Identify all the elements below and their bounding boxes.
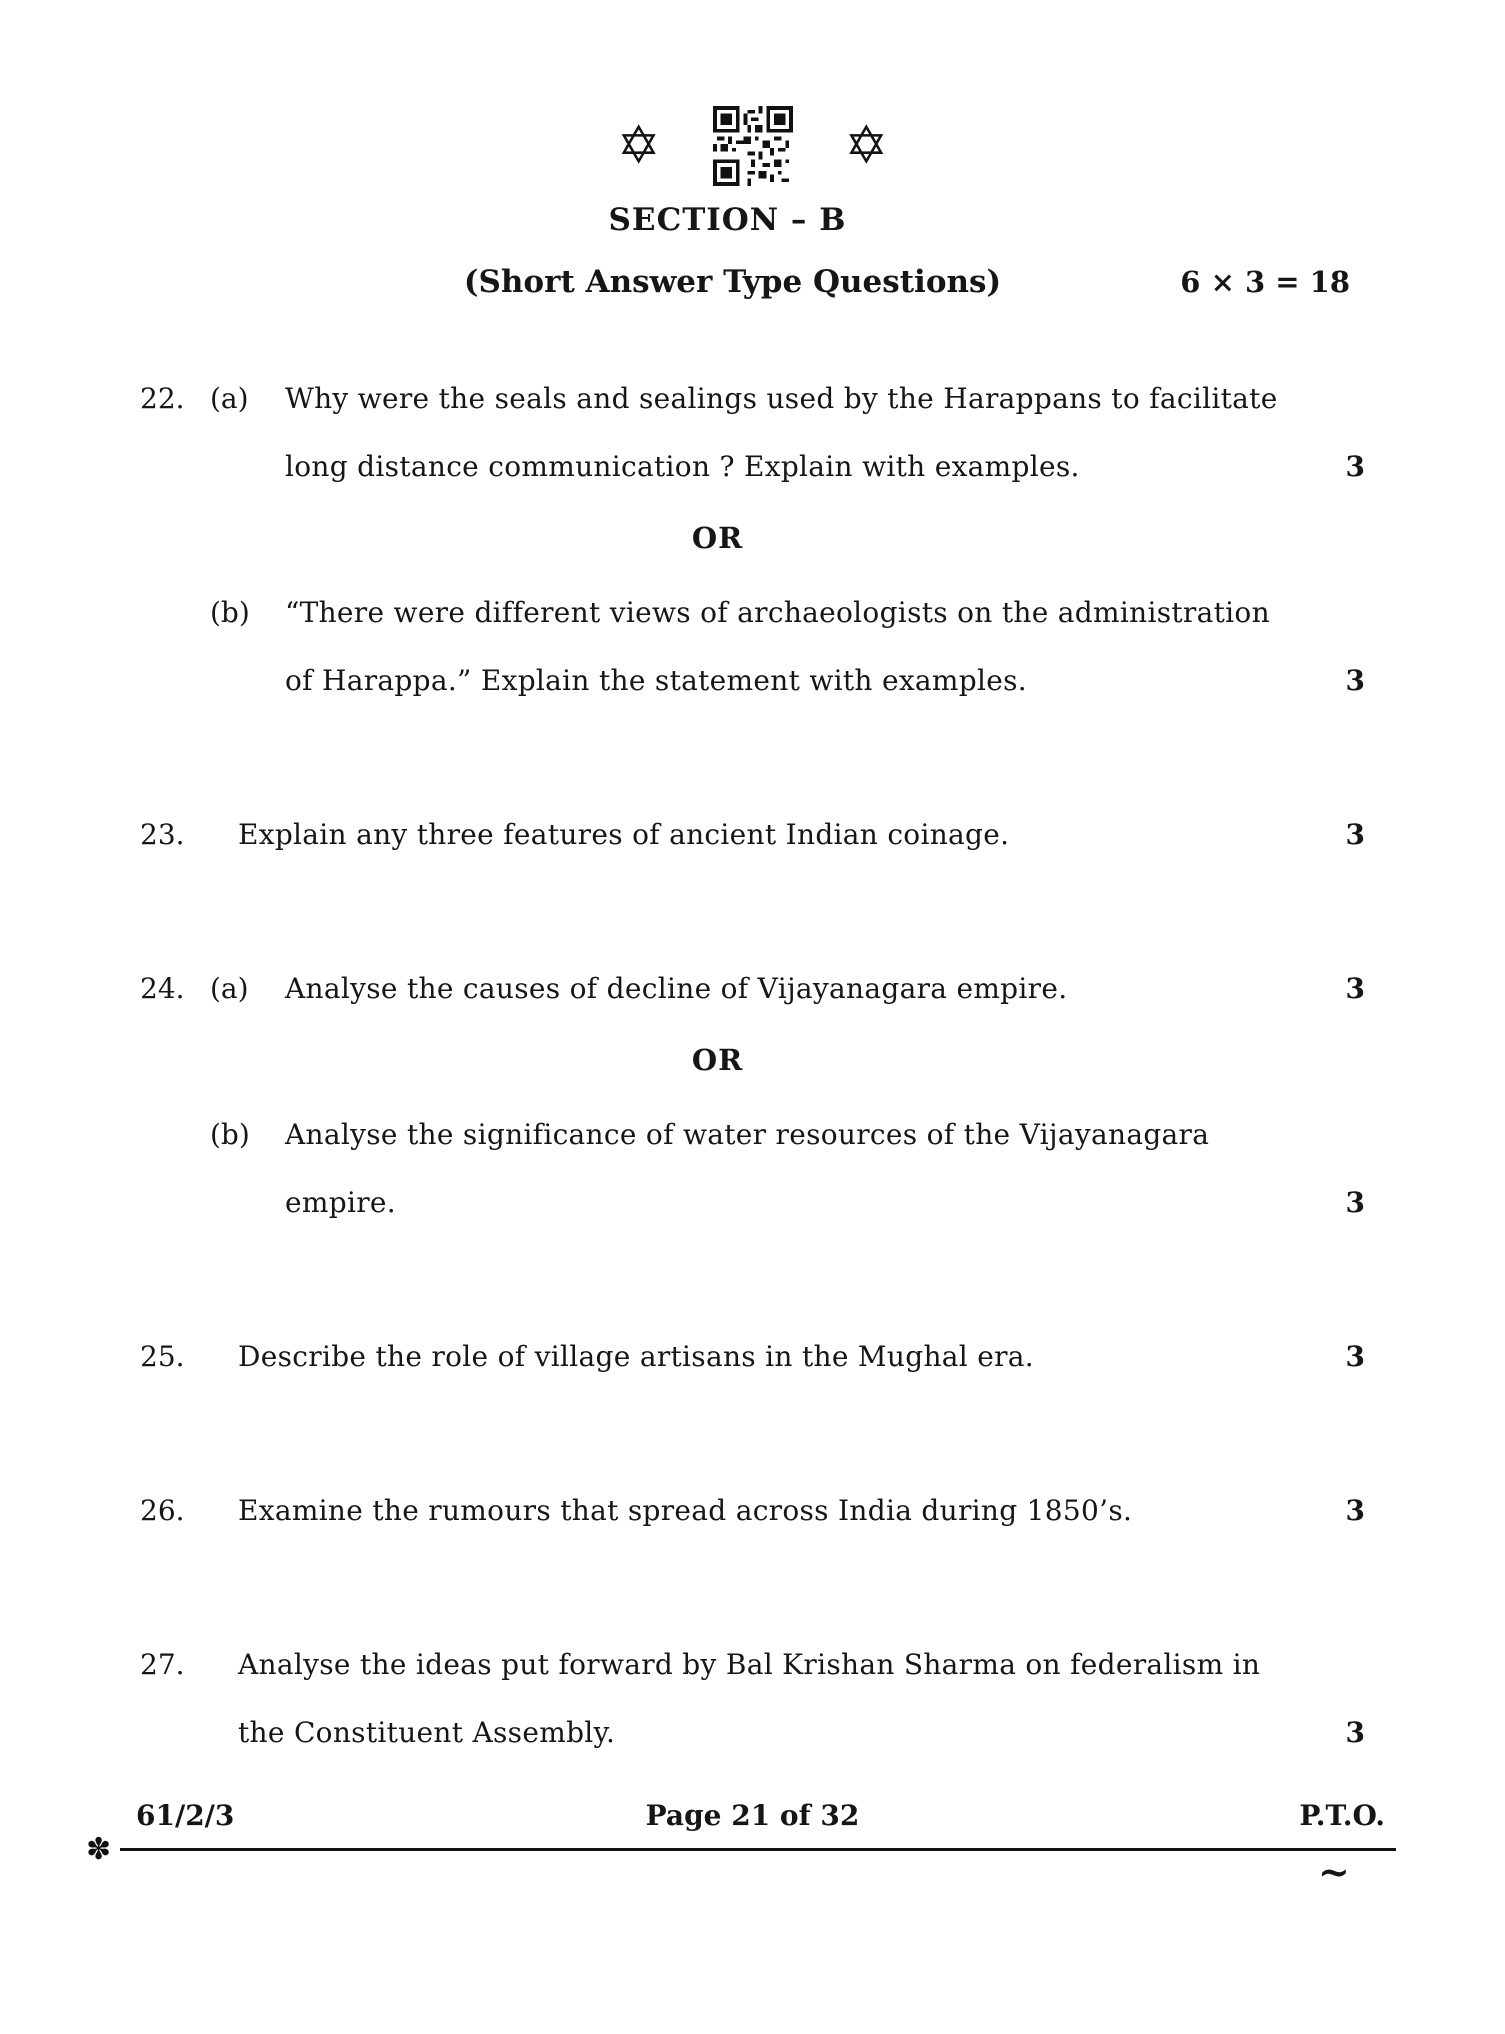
part-label: (b) [210, 596, 250, 629]
tilde-mark: ~ [1318, 1849, 1350, 1894]
question-text-line: of Harappa.” Explain the statement with examples. [285, 664, 1027, 697]
question-number: 26. [140, 1494, 185, 1527]
marks-value: 3 [1345, 1494, 1365, 1527]
question-text-line: Examine the rumours that spread across India during 1850’s. [238, 1494, 1133, 1527]
question-text-line: Why were the seals and sealings used by the Harappans to facilitate [285, 382, 1278, 415]
question-text [238, 1323, 1295, 1391]
question-27 [0, 1631, 1505, 1767]
question-text [285, 1101, 1295, 1237]
question-text-line: long distance communication ? Explain with examples. [285, 450, 1080, 483]
question-26-row [0, 1477, 1505, 1545]
question-number: 27. [140, 1648, 185, 1681]
question-26 [0, 1477, 1505, 1545]
section-subtitle: (Short Answer Type Questions) [463, 264, 1002, 300]
marks-value: 3 [1345, 818, 1365, 851]
star-of-david-icon: ✡ [844, 116, 889, 176]
marks-scheme: 6 × 3 = 18 [1180, 265, 1350, 299]
page-number: Page 21 of 32 [645, 1799, 860, 1832]
part-label: (b) [210, 1118, 250, 1151]
question-text-line: Explain any three features of ancient Indian coinage. [238, 818, 1010, 851]
part-label: (a) [210, 382, 249, 415]
question-25-row [0, 1323, 1505, 1391]
section-subtitle-row [0, 261, 1505, 303]
question-text [238, 801, 1295, 869]
marks-value: 3 [1345, 1186, 1365, 1219]
question-text-line: “There were different views of archaeologists on the administration [285, 596, 1270, 629]
marks-value: 3 [1345, 972, 1365, 1005]
question-text-line: the Constituent Assembly. [238, 1716, 616, 1749]
or-separator: OR [691, 1043, 744, 1077]
question-text [285, 955, 1295, 1023]
marks-value: 3 [1345, 450, 1365, 483]
question-number: 25. [140, 1340, 185, 1373]
question-number: 23. [140, 818, 185, 851]
question-text-line: Analyse the causes of decline of Vijayanagara empire. [285, 972, 1068, 1005]
question-text-line: Describe the role of village artisans in the Mughal era. [238, 1340, 1034, 1373]
question-22 [0, 365, 1505, 715]
paper-code: 61/2/3 [136, 1799, 235, 1832]
or-separator: OR [691, 521, 744, 555]
question-text-line: Analyse the significance of water resources of the Vijayanagara [285, 1118, 1210, 1151]
question-text [285, 579, 1295, 715]
marks-value: 3 [1345, 1340, 1365, 1373]
question-24 [0, 955, 1505, 1237]
pto-label: P.T.O. [1299, 1799, 1385, 1832]
flower-asterisk-icon: ✽ [86, 1832, 112, 1867]
question-text [238, 1631, 1295, 1767]
question-text-line: Analyse the ideas put forward by Bal Krishan Sharma on federalism in [238, 1648, 1261, 1681]
part-label: (a) [210, 972, 249, 1005]
question-27-row [0, 1631, 1505, 1767]
question-list [0, 365, 1505, 1767]
question-number: 24. [140, 972, 185, 1005]
header-symbols [0, 0, 1505, 189]
question-text-line: empire. [285, 1186, 396, 1219]
qr-code [713, 106, 793, 186]
section-title: SECTION – B [608, 202, 847, 238]
page-footer [0, 1796, 1505, 1836]
marks-value: 3 [1345, 1716, 1365, 1749]
question-text [285, 365, 1295, 501]
question-23-row [0, 801, 1505, 869]
question-number: 22. [140, 382, 185, 415]
question-24b-row [0, 1101, 1505, 1237]
star-of-david-icon: ✡ [616, 116, 661, 176]
footer-rule [120, 1848, 1396, 1851]
question-24a-row [0, 955, 1505, 1023]
question-text [238, 1477, 1295, 1545]
question-25 [0, 1323, 1505, 1391]
question-22b-row [0, 579, 1505, 715]
question-number [140, 579, 210, 715]
marks-value: 3 [1345, 664, 1365, 697]
question-23 [0, 801, 1505, 869]
question-number [140, 1101, 210, 1237]
question-22a-row [0, 365, 1505, 501]
